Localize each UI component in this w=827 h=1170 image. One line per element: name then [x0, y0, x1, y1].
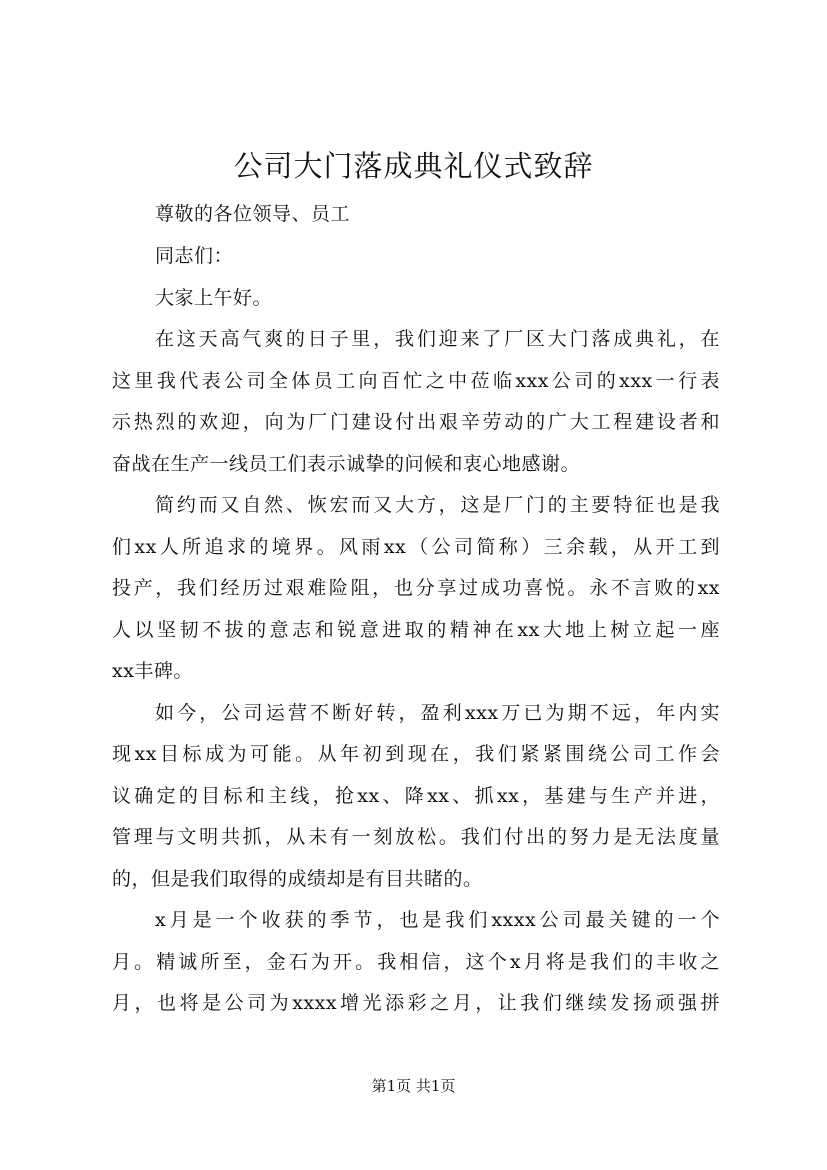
salutation-line: 尊敬的各位领导、员工: [155, 203, 351, 225]
page-number-footer: 第1页 共1页: [371, 1077, 456, 1095]
paragraph-line: 奋战在生产一线员工们表示诚挚的问候和衷心地感谢。: [112, 453, 581, 475]
paragraph-line: 人以坚韧不拔的意志和锐意进取的精神在xx大地上树立起一座: [112, 619, 720, 641]
paragraph-line: 简约而又自然、恢宏而又大方，这是厂门的主要特征也是我: [155, 494, 720, 516]
paragraph-line: 管理与文明共抓，从未有一刻放松。我们付出的努力是无法度量: [112, 826, 720, 848]
paragraph-line: 月，也将是公司为xxxx增光添彩之月，让我们继续发扬顽强拼: [112, 992, 720, 1014]
paragraph-line: 投产，我们经历过艰难险阻，也分享过成功喜悦。永不言败的xx: [112, 577, 720, 599]
paragraph-line: xx丰碑。: [112, 660, 193, 682]
paragraph-line: 现xx目标成为可能。从年初到现在，我们紧紧围绕公司工作会: [112, 743, 720, 765]
paragraph-line: 月。精诚所至，金石为开。我相信，这个x月将是我们的丰收之: [112, 951, 720, 973]
greeting-line: 大家上午好。: [155, 287, 273, 309]
document-title: 公司大门落成典礼仪式致辞: [233, 149, 594, 183]
paragraph-line: 的，但是我们取得的成绩却是有目共睹的。: [112, 868, 483, 890]
salutation-line: 同志们：: [155, 245, 234, 267]
paragraph-line: x月是一个收获的季节，也是我们xxxx公司最关键的一个: [155, 909, 720, 931]
paragraph-line: 在这天高气爽的日子里，我们迎来了厂区大门落成典礼，在: [155, 328, 720, 350]
paragraph-line: 议确定的目标和主线，抢xx、降xx、抓xx，基建与生产并进，: [112, 785, 720, 807]
paragraph-line: 如今，公司运营不断好转，盈利xxx万已为期不远，年内实: [155, 702, 720, 724]
paragraph-line: 示热烈的欢迎，向为厂门建设付出艰辛劳动的广大工程建设者和: [112, 411, 720, 433]
paragraph-line: 这里我代表公司全体员工向百忙之中莅临xxx公司的xxx一行表: [112, 370, 720, 392]
paragraph-line: 们xx人所追求的境界。风雨xx（公司简称）三余载，从开工到: [112, 536, 720, 558]
